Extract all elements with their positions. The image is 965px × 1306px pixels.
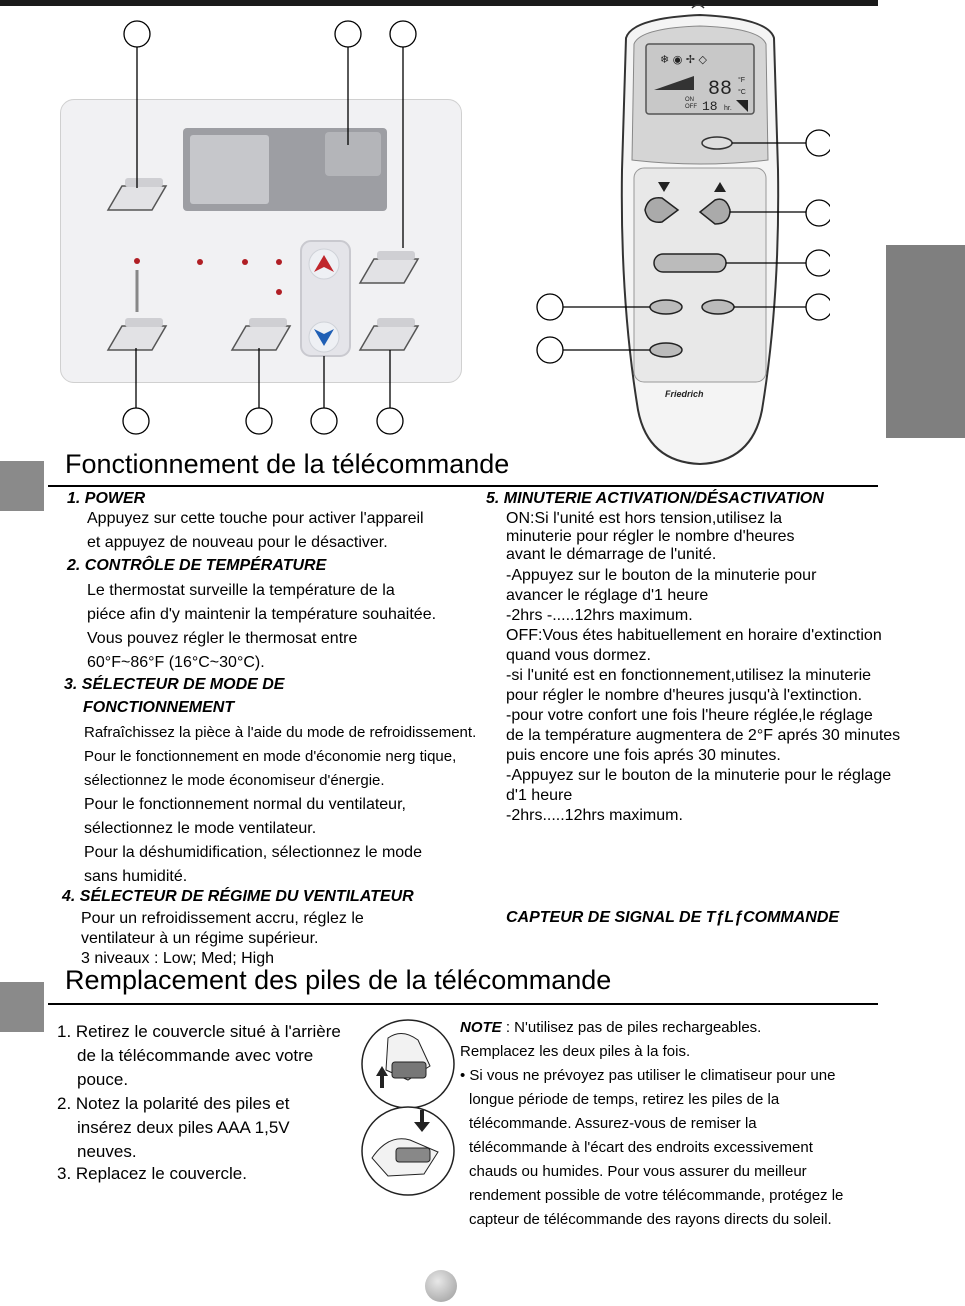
- item5-line: pour régler le nombre d'heures jusqu'à l'extinction.: [506, 687, 863, 704]
- note-line: Remplacez les deux piles à la fois.: [460, 1043, 691, 1060]
- energy-key: [360, 326, 418, 350]
- lcd-hr: hr.: [724, 105, 732, 112]
- item3-line: sélectionnez le mode ventilateur.: [84, 820, 317, 837]
- item4-line: 3 niveaux : Low; Med; High: [81, 950, 274, 967]
- section2-tab: [0, 982, 44, 1032]
- section1-rule: [48, 485, 878, 487]
- item5-line: -2hrs -.....12hrs maximum.: [506, 607, 693, 624]
- mode-key: [108, 326, 166, 350]
- item5-line: de la température augmentera de 2°F aprés 30 minutes: [506, 727, 901, 744]
- remote-control-illustration: [530, 0, 830, 480]
- lcd-off: OFF: [685, 104, 697, 110]
- note-line: [460, 1017, 761, 1039]
- item1-line: et appuyez de nouveau pour le désactiver.: [87, 534, 388, 551]
- item5-line: -si l'unité est en fonctionnement,utilisez la minuterie: [506, 667, 872, 684]
- item4-line: ventilateur à un régime supérieur.: [81, 930, 319, 947]
- section2-rule: [48, 1003, 878, 1005]
- item5-line: OFF:Vous étes habituellement en horaire d'extinction: [506, 627, 882, 644]
- remote-mode-button: [654, 254, 726, 272]
- svg-text:❄ ◉ ✢ ◇: ❄ ◉ ✢ ◇: [660, 53, 707, 66]
- item5-line: quand vous dormez.: [506, 647, 651, 664]
- item5-line: minuterie pour régler le nombre d'heures: [506, 528, 795, 545]
- sensor-heading: CAPTEUR DE SIGNAL DE TƒLƒCOMMANDE: [506, 909, 840, 926]
- lcd-temp: 88: [708, 78, 733, 101]
- item5-line: d'1 heure: [506, 787, 573, 804]
- item5-line: -2hrs.....12hrs maximum.: [506, 807, 683, 824]
- section2-title: Remplacement des piles de la télécommande: [65, 965, 612, 995]
- item4-line: Pour un refroidissement accru, réglez le: [81, 910, 364, 927]
- lcd-on: ON: [685, 97, 694, 103]
- item3-line: Pour la déshumidification, sélectionnez le mode: [84, 844, 422, 861]
- item1-heading: 1. POWER: [67, 490, 146, 507]
- remote-brand: Friedrich: [665, 389, 704, 399]
- lcd-timer: 18: [702, 99, 718, 114]
- section1-tab: [0, 461, 44, 511]
- remote-power-button: [702, 137, 732, 149]
- item2-heading: 2. CONTRÔLE DE TEMPÉRATURE: [67, 557, 327, 574]
- note-line: télécommande. Assurez-vous de remiser la: [469, 1115, 757, 1132]
- item5-line: -Appuyez sur le bouton de la minuterie pour le réglage: [506, 767, 892, 784]
- item3-line: sélectionnez le mode économiseur d'énergie.: [84, 772, 385, 789]
- item5-line: -Appuyez sur le bouton de la minuterie pour: [506, 567, 817, 584]
- item3-line: sans humidité.: [84, 868, 188, 885]
- timer-key: [360, 259, 418, 283]
- step-line: neuves.: [77, 1142, 137, 1161]
- fan-key: [232, 326, 290, 350]
- item3-line: Pour le fonctionnement normal du ventilateur,: [84, 796, 406, 813]
- item5-line: avancer le réglage d'1 heure: [506, 587, 709, 604]
- item3-line: Rafraîchissez la pièce à l'aide du mode de refroidissement.: [84, 724, 477, 741]
- note-line: chauds ou humides. Pour vous assurer du meilleur: [469, 1163, 807, 1180]
- step-line: de la télécommande avec votre: [77, 1046, 314, 1065]
- power-key: [108, 186, 166, 210]
- step-line: 2. Notez la polarité des piles et: [57, 1094, 290, 1113]
- item3-heading: 3. SÉLECTEUR DE MODE DE: [64, 676, 285, 693]
- item5-line: -pour votre confort une fois l'heure réglée,le réglage: [506, 707, 873, 724]
- note-label: NOTE: [460, 1019, 502, 1036]
- item5-heading: 5. MINUTERIE ACTIVATION/DÉSACTIVATION: [486, 490, 824, 507]
- item3-line: Pour le fonctionnement en mode d'économie nerg tique,: [84, 748, 457, 765]
- item2-line: Le thermostat surveille la température de la: [87, 582, 395, 599]
- item3-heading2: FONCTIONNEMENT: [83, 699, 235, 716]
- note-line: capteur de télécommande des rayons directs du soleil.: [469, 1211, 832, 1228]
- section1-title: Fonctionnement de la télécommande: [65, 449, 510, 479]
- remote-fan-button: [650, 300, 682, 314]
- item2-line: Vous pouvez régler le thermosat entre: [87, 630, 358, 647]
- item5-line: ON:Si l'unité est hors tension,utilisez la: [506, 510, 783, 527]
- lcd-unit-f: °F: [738, 77, 746, 84]
- battery-illustration: [358, 1018, 458, 1198]
- note-line: rendement possible de votre télécommande, protégez le: [469, 1187, 844, 1204]
- note-line: télécommande à l'écart des endroits excessivement: [469, 1139, 813, 1156]
- note-text: : N'utilisez pas de piles rechargeables.: [501, 1019, 762, 1036]
- item5-line: avant le démarrage de l'unité.: [506, 546, 717, 563]
- step-line: 1. Retirez le couvercle situé à l'arrière: [57, 1022, 341, 1041]
- page-number-badge: [425, 1270, 457, 1302]
- item2-line: 60°F~86°F (16°C~30°C).: [87, 654, 265, 671]
- item4-heading: 4. SÉLECTEUR DE RÉGIME DU VENTILATEUR: [62, 888, 414, 905]
- step-line: insérez deux piles AAA 1,5V: [77, 1118, 290, 1137]
- lcd-unit-c: °C: [738, 89, 746, 96]
- item2-line: piéce afin d'y maintenir la température souhaitée.: [87, 606, 437, 623]
- item1-line: Appuyez sur cette touche pour activer l'appareil: [87, 510, 424, 527]
- remote-timer-button: [702, 300, 734, 314]
- remote-energy-button: [650, 343, 682, 357]
- item5-line: puis encore une fois aprés 30 minutes.: [506, 747, 781, 764]
- step-line: 3. Replacez le couvercle.: [57, 1164, 247, 1183]
- note-line: longue période de temps, retirez les piles de la: [469, 1091, 780, 1108]
- note-line: • Si vous ne prévoyez pas utiliser le climatiseur pour une: [460, 1067, 836, 1084]
- step-line: pouce.: [77, 1070, 129, 1089]
